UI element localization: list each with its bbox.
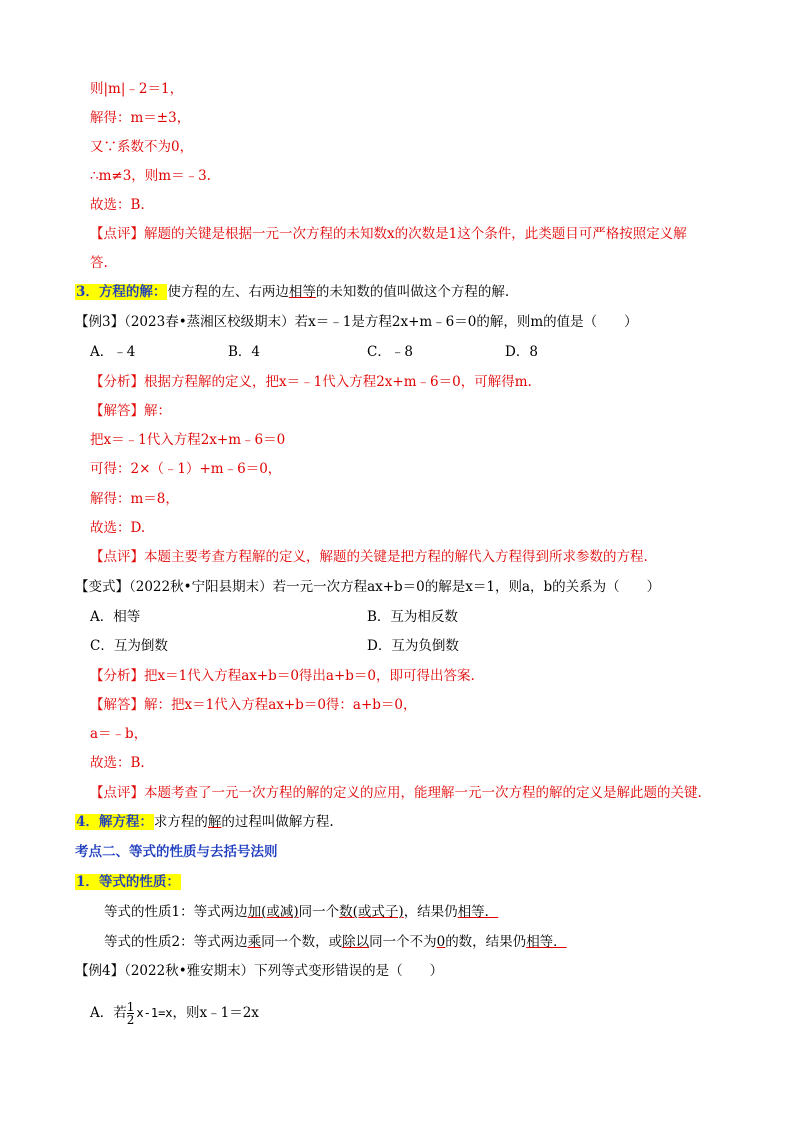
variant-option-b: B．互为相反数 — [367, 609, 458, 625]
property-1-text-c: ，结果仍 — [403, 904, 458, 920]
variant-tag: 【变式】 — [75, 579, 129, 595]
fraction-denominator: 2 — [126, 1013, 135, 1027]
variant-solution-2: 故选：B. — [90, 755, 145, 771]
variant-solution-1: a＝﹣b， — [90, 726, 148, 742]
point-4-underlined: 解 — [207, 814, 222, 830]
comment-tag: 【点评】 — [90, 226, 144, 242]
example-3-question — [75, 313, 638, 331]
variant-option-d: D．互为负倒数 — [367, 638, 459, 654]
example-3-comment: 【点评】本题主要考查方程解的定义，解题的关键是把方程的解代入方程得到所求参数的方程. — [90, 549, 648, 565]
prev-solution-line-3: 又∵系数不为0， — [90, 139, 194, 155]
variant-question — [75, 578, 660, 596]
point-3-heading: 3．方程的解： — [76, 284, 167, 300]
property-2-underline-2: 除以 — [342, 934, 370, 950]
example-3-solution-1: 把x＝﹣1代入方程2x+m﹣6＝0 — [90, 432, 286, 448]
option-a-suffix: ，则x﹣1＝2x — [172, 1005, 259, 1021]
point-4-heading: 4．解方程： — [76, 814, 153, 830]
prev-solution-line-5: 故选：B. — [90, 197, 145, 213]
example-3-solution-4: 故选：D. — [90, 520, 146, 536]
point-4-text-a: 求方程的 — [153, 814, 208, 830]
variant-option-a: A．相等 — [90, 609, 141, 625]
fraction-numerator: 1 — [126, 1000, 135, 1014]
example-3-analysis: 【分析】根据方程解的定义，把x＝﹣1代入方程2x+m﹣6＝0，可解得m. — [90, 374, 532, 390]
example-3-tag: 【例3】 — [75, 314, 125, 330]
property-heading: 1．等式的性质： — [76, 874, 180, 890]
variant-answer: 【解答】解：把x＝1代入方程ax+b＝0得：a+b＝0， — [90, 697, 417, 713]
point-3-text-b: 的未知数的值叫做这个方程的解. — [315, 284, 510, 300]
property-1 — [104, 903, 498, 921]
property-2-underline-1: 乘 — [247, 934, 262, 950]
prev-comment — [90, 225, 687, 243]
point-4-text-b: 的过程叫做解方程. — [221, 814, 334, 830]
property-2 — [104, 933, 567, 951]
example-4-text: （2022秋•雅安期末）下列等式变形错误的是（ ） — [124, 963, 444, 979]
option-a-prefix: A．若 — [90, 1005, 127, 1021]
example-3-text: （2023春•蒸湘区校级期末）若x＝﹣1是方程2x+m﹣6＝0的解，则m的值是（ ） — [124, 314, 638, 330]
point-3-underlined: 相等 — [288, 284, 316, 300]
example-3-solution-2: 可得：2×（﹣1）+m﹣6＝0， — [90, 461, 282, 477]
prev-solution-line-2: 解得：m＝±3， — [90, 110, 191, 126]
property-2-text-c: 同一个不为 — [369, 934, 437, 950]
option-a-expression: x-1=x — [136, 1006, 173, 1020]
example-3-option-c: C．﹣8 — [367, 344, 413, 360]
fraction-half — [127, 1001, 135, 1026]
property-1-underline-3: 相等． — [457, 904, 499, 920]
example-4-tag: 【例4】 — [75, 963, 125, 979]
variant-option-c: C．互为倒数 — [90, 638, 168, 654]
property-1-text-a: 等式的性质1：等式两边 — [104, 904, 248, 920]
property-1-underline-1: 加(或减) — [247, 904, 299, 920]
prev-solution-line-4: ∴m≠3，则m＝﹣3. — [90, 168, 211, 184]
property-2-underline-3: 0 — [436, 934, 446, 950]
variant-comment: 【点评】本题考查了一元一次方程的解的定义的应用，能理解一元一次方程的解的定义是解此题的关键. — [90, 785, 702, 801]
example-4-question — [75, 962, 443, 980]
example-3-option-a: A．﹣4 — [90, 344, 136, 360]
example-4-option-a — [90, 996, 259, 1030]
example-3-option-b: B．4 — [228, 344, 261, 360]
property-2-underline-4: 相等． — [526, 934, 567, 950]
section-2-title: 考点二、等式的性质与去括号法则 — [75, 844, 278, 860]
point-3-definition — [75, 283, 509, 301]
property-1-text-b: 同一个 — [298, 904, 340, 920]
point-3-text-a: 使方程的左、右两边 — [167, 284, 289, 300]
property-2-text-a: 等式的性质2：等式两边 — [104, 934, 248, 950]
prev-solution-line-1: 则|m|﹣2＝1， — [90, 81, 184, 97]
example-3-solution-3: 解得：m＝8， — [90, 491, 179, 507]
property-2-text-b: 同一个数，或 — [261, 934, 343, 950]
property-2-text-d: 的数，结果仍 — [445, 934, 527, 950]
variant-analysis: 【分析】把x＝1代入方程ax+b＝0得出a+b＝0，即可得出答案. — [90, 668, 475, 684]
variant-text: （2022秋•宁阳县期末）若一元一次方程ax+b＝0的解是x＝1，则a，b的关系为（ ） — [129, 579, 661, 595]
property-1-underline-2: 数(或式子) — [339, 904, 404, 920]
comment-text: 解题的关键是根据一元一次方程的未知数x的次数是1这个条件，此类题目可严格按照定义解 — [144, 226, 687, 242]
example-3-option-d: D．8 — [505, 344, 538, 360]
point-4-definition — [75, 813, 334, 831]
example-3-answer-tag: 【解答】解： — [90, 403, 171, 419]
property-heading-line — [75, 873, 181, 891]
prev-comment-cont: 答. — [90, 255, 108, 271]
